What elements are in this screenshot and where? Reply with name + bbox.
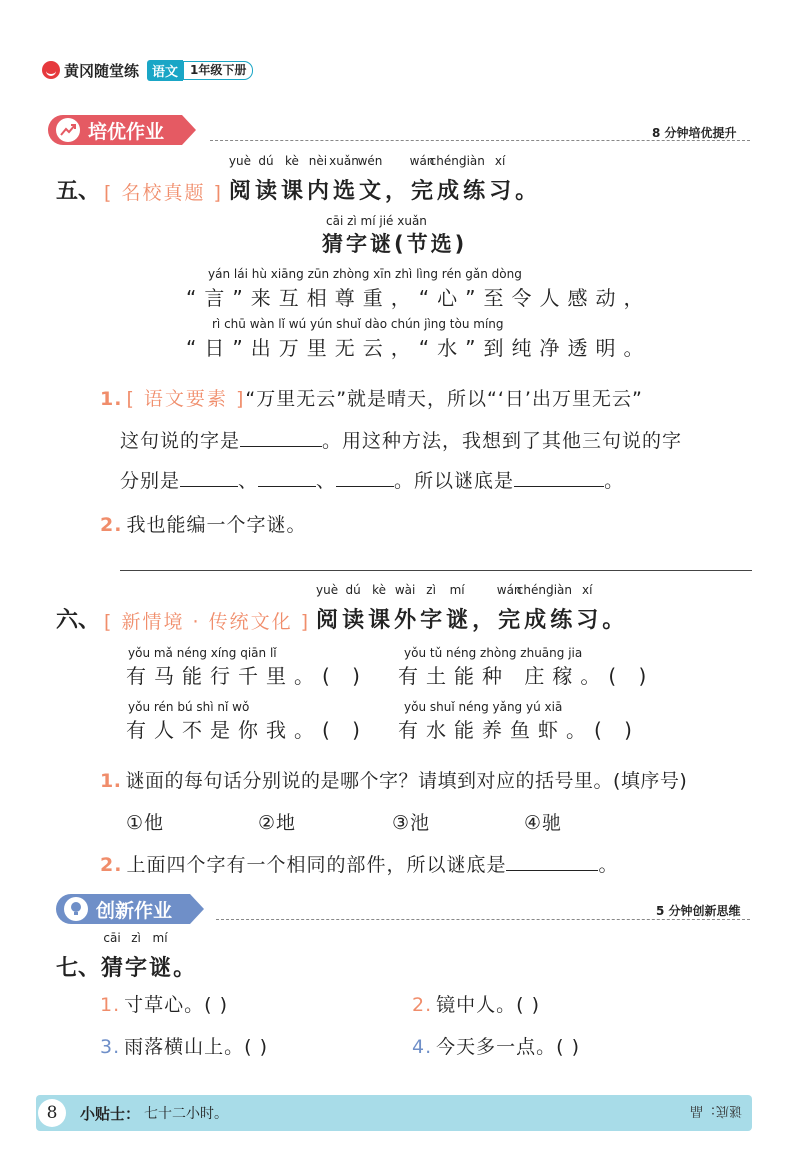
q6-sub2-number: 2. <box>100 854 123 876</box>
q5-sub1-text3b: 。所以谜底是 <box>394 470 515 492</box>
pinyin: mí <box>152 931 168 945</box>
answer-blank[interactable] <box>240 427 322 447</box>
pinyin-char <box>472 603 494 634</box>
item-number: 2. <box>412 994 433 1016</box>
pinyin-char <box>329 154 359 205</box>
section-banner-peiyou <box>48 114 182 146</box>
item-number: 4. <box>412 1036 433 1058</box>
hanzi: 习 <box>576 608 599 633</box>
period: 。 <box>604 470 625 492</box>
q5-sub1-text: “万里无云”就是晴天，所以“‘日’出万里无云” <box>245 388 643 410</box>
lightbulb-icon <box>64 897 88 921</box>
q5-sub1-tag: [ 语文要素 ] <box>126 388 246 410</box>
poem-title-pinyin: cāi zì mí jié xuǎn <box>326 214 427 228</box>
poem-line2: “日”出万里无云，“水”到纯净透明。 <box>186 336 652 360</box>
period: 。 <box>598 854 619 876</box>
pinyin-char <box>316 583 339 634</box>
q5-sub1-text2b: 。用这种方法，我想到了其他三句说的字 <box>322 430 683 452</box>
hanzi: 成 <box>437 179 460 204</box>
pinyin: wán <box>409 154 435 168</box>
q5-sub1-line1 <box>100 384 643 411</box>
item-text: 雨落横山上。( ) <box>124 1036 269 1058</box>
hanzi: 选 <box>332 179 355 204</box>
pinyin-char <box>602 603 624 634</box>
pinyin: zì <box>426 583 436 597</box>
q6-sub1-number: 1. <box>100 770 122 792</box>
hanzi: 成 <box>524 608 547 633</box>
answer-blank[interactable] <box>258 467 316 487</box>
q5-sub1-line2 <box>120 426 682 453</box>
page-number: 8 <box>38 1099 66 1127</box>
pinyin-char <box>496 583 522 634</box>
q7-heading <box>56 931 196 982</box>
brand-name: 黄冈随堂练 <box>64 61 140 80</box>
banner-pill <box>48 115 182 145</box>
pinyin: yuè <box>228 154 251 168</box>
pinyin-char <box>342 583 365 634</box>
riddle1: 有马能行千里。( ) <box>126 664 368 688</box>
q6-sub1-text: 谜面的每句话分别说的是哪个字？请填到对应的括号里。(填序号) <box>125 770 688 792</box>
q7-number: 七、 <box>56 956 101 981</box>
q5-sub1-text3a: 分别是 <box>120 470 181 492</box>
hanzi: 阅 <box>228 179 251 204</box>
q5-sub2-number: 2. <box>100 514 123 536</box>
hanzi: 课 <box>368 608 391 633</box>
pinyin-char <box>429 154 467 205</box>
pinyin-char <box>515 174 537 205</box>
banner-pill <box>56 894 190 924</box>
poem-line2-pinyin: rì chū wàn lǐ wú yún shuǐ dào chún jìng tòu míng <box>212 317 504 331</box>
hanzi: 外 <box>394 608 417 633</box>
pinyin: wén <box>357 154 383 168</box>
q5-heading <box>56 154 539 205</box>
hanzi: 练 <box>463 179 486 204</box>
hanzi: 猜 <box>101 956 124 981</box>
pinyin: xí <box>581 583 593 597</box>
hanzi: 。 <box>602 608 625 633</box>
hanzi: 课 <box>280 179 303 204</box>
item-number: 1. <box>100 994 121 1016</box>
q7-item-4 <box>412 1032 580 1059</box>
q5-sub1-line3 <box>120 466 624 493</box>
hanzi: 。 <box>173 956 196 981</box>
option-1: ①他 <box>126 812 165 834</box>
hanzi: ， <box>472 608 495 633</box>
tip-label: 小贴士： <box>80 1104 141 1123</box>
hanzi: 完 <box>498 608 521 633</box>
option-2: ②地 <box>258 812 297 834</box>
hanzi: 练 <box>550 608 573 633</box>
q5-sub2-text: 我也能编一个字谜。 <box>126 514 307 536</box>
poem-title: 猜字谜(节选) <box>322 232 468 256</box>
hanzi: 。 <box>515 179 538 204</box>
q5-sub2 <box>100 510 306 537</box>
riddle3: 有人不是你我。( ) <box>126 718 368 742</box>
q5-sub1-text2a: 这句说的字是 <box>120 430 241 452</box>
pinyin-char <box>576 583 599 634</box>
pinyin: cāi <box>103 931 121 945</box>
pinyin: mí <box>449 583 465 597</box>
subject-badge: 语文 <box>147 60 183 81</box>
banner-divider <box>216 919 750 920</box>
riddle4: 有水能养鱼虾。( ) <box>398 718 640 742</box>
q6-number: 六、 <box>56 608 101 633</box>
hanzi: 内 <box>306 179 329 204</box>
pinyin-char <box>446 583 469 634</box>
hanzi: 读 <box>254 179 277 204</box>
q5-tag: [ 名校真题 ] <box>104 182 223 204</box>
q5-sub1-number: 1. <box>100 388 123 410</box>
hanzi: 文 <box>359 179 382 204</box>
pinyin-char <box>385 174 407 205</box>
hanzi: 字 <box>420 608 443 633</box>
section-time-tag: 5 分钟创新思维 <box>656 904 741 918</box>
hanzi: 谜 <box>149 956 172 981</box>
item-number: 3. <box>100 1036 121 1058</box>
hanzi: 字 <box>125 956 148 981</box>
riddle2: 有土能种 庄稼。( ) <box>398 664 655 688</box>
pinyin-char <box>173 951 195 982</box>
answer-blank[interactable] <box>514 467 604 487</box>
pinyin: dú <box>345 583 361 597</box>
q6-tag: [ 新情境 · 传统文化 ] <box>104 611 311 633</box>
section-time-tag: 8 分钟培优提升 <box>652 126 737 140</box>
section-title: 培优作业 <box>88 120 165 143</box>
pinyin-char <box>368 583 391 634</box>
q5-number: 五、 <box>56 179 101 204</box>
pinyin: xuǎn <box>329 154 359 168</box>
answer-blank[interactable] <box>180 467 238 487</box>
q7-instruction <box>100 931 196 982</box>
riddle3-pinyin: yǒu rén bú shì nǐ wǒ <box>128 700 250 714</box>
pinyin: zì <box>131 931 141 945</box>
q7-item-1 <box>100 990 228 1017</box>
pinyin: yuè <box>316 583 339 597</box>
header-brand <box>42 58 253 82</box>
pinyin-char <box>489 154 512 205</box>
pinyin: xí <box>494 154 506 168</box>
option-3: ③池 <box>392 812 431 834</box>
pinyin-char <box>280 154 303 205</box>
hanzi: 习 <box>489 179 512 204</box>
item-text: 今天多一点。( ) <box>436 1036 581 1058</box>
item-text: 寸草心。( ) <box>124 994 229 1016</box>
hanzi: ， <box>385 179 408 204</box>
pinyin-char <box>149 931 172 982</box>
pinyin-char <box>306 154 329 205</box>
pinyin: kè <box>285 154 299 168</box>
hanzi: 完 <box>411 179 434 204</box>
footer-tip-bar <box>36 1095 752 1131</box>
section-banner-chuangxin <box>56 893 190 925</box>
pinyin: chéng <box>516 583 554 597</box>
separator: 、 <box>316 470 337 492</box>
riddle4-pinyin: yǒu shuǐ néng yǎng yú xiā <box>404 700 563 714</box>
q7-item-3 <box>100 1032 268 1059</box>
separator: 、 <box>238 470 259 492</box>
pinyin-char <box>254 154 277 205</box>
hanzi: 读 <box>342 608 365 633</box>
answer-blank[interactable] <box>336 467 394 487</box>
hanzi: 谜 <box>446 608 469 633</box>
pinyin-char <box>420 583 443 634</box>
chart-up-icon <box>56 118 80 142</box>
poem-line1-pinyin: yán lái hù xiāng zūn zhòng xīn zhì lìng rén gǎn dòng <box>208 267 522 281</box>
q6-heading <box>56 583 626 634</box>
poem-line1: “言”来互相尊重，“心”至令人感动， <box>186 286 652 310</box>
pinyin-char <box>125 931 148 982</box>
pinyin: kè <box>372 583 387 597</box>
q6-sub2 <box>100 850 618 877</box>
pinyin-char <box>101 931 124 982</box>
pinyin: wài <box>394 583 416 597</box>
riddle2-pinyin: yǒu tǔ néng zhòng zhuāng jia <box>404 646 583 660</box>
pinyin: dú <box>258 154 274 168</box>
pinyin: wán <box>496 583 522 597</box>
pinyin-char <box>550 583 573 634</box>
tip-text: 七十二小时。 <box>144 1106 229 1122</box>
pinyin: liàn <box>550 583 573 597</box>
answer-blank[interactable] <box>506 851 598 871</box>
pinyin-char <box>463 154 486 205</box>
pinyin: chéng <box>429 154 467 168</box>
q7-item-2 <box>412 990 540 1017</box>
pinyin: liàn <box>463 154 485 168</box>
item-text: 镜中人。( ) <box>436 994 541 1016</box>
riddle-answer-line[interactable] <box>120 570 752 571</box>
q5-instruction <box>227 154 539 205</box>
pinyin-char <box>357 154 383 205</box>
q6-sub1 <box>100 766 687 793</box>
pinyin: nèi <box>308 154 328 168</box>
q6-sub2-text: 上面四个字有一个相同的部件，所以谜底是 <box>126 854 507 876</box>
pinyin-char <box>409 154 435 205</box>
pinyin-char <box>228 154 251 205</box>
pinyin-char <box>516 583 554 634</box>
section-title: 创新作业 <box>96 899 173 922</box>
grade-badge: 1年级下册 <box>183 61 253 80</box>
option-4: ④驰 <box>524 812 563 834</box>
riddle1-pinyin: yǒu mǎ néng xíng qiān lǐ <box>128 646 277 660</box>
pinyin-char <box>394 583 417 634</box>
q6-instruction <box>314 583 626 634</box>
hanzi: 阅 <box>316 608 339 633</box>
upside-down-answer: 谜底：晶 <box>689 1103 742 1118</box>
smile-logo-icon <box>42 61 60 79</box>
